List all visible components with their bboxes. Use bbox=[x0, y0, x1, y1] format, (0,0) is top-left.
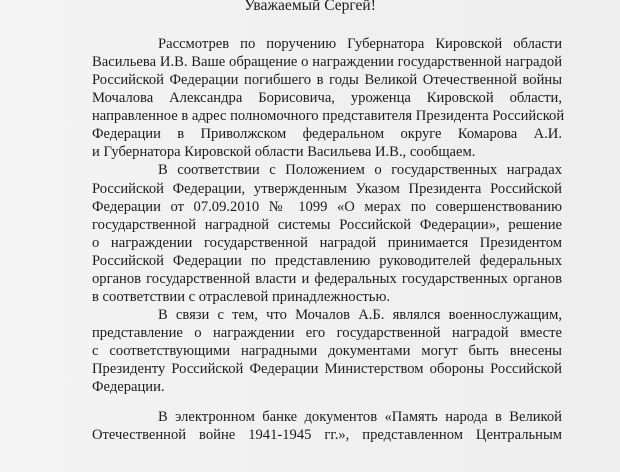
text-line: Федерации. bbox=[92, 379, 165, 395]
text-line: Мочалова Александра Борисовича, уроженца Кировской области, bbox=[92, 90, 562, 106]
text-line: представление о награждении его государственной наградой вместе bbox=[92, 325, 562, 341]
salutation: Уважаемый Сергей! bbox=[244, 0, 376, 14]
text-line: В электронном банке документов «Память народа в Великой bbox=[158, 409, 562, 425]
text-line: направленное в адрес полномочного представителя Президента Российской bbox=[92, 108, 565, 124]
text-line: Васильева И.В. Ваше обращение о награждении государственной наградой bbox=[92, 54, 562, 70]
text-line: В соответствии с Положением о государственных наградах bbox=[158, 162, 562, 178]
text-line: Российской Федерации погибшего в годы Великой Отечественной войны bbox=[92, 72, 562, 88]
text-line: Рассмотрев по поручению Губернатора Кировской области bbox=[158, 36, 562, 52]
text-line: органов государственной власти и федеральных государственных органов bbox=[92, 271, 562, 287]
text-line: Федерации в Приволжском федеральном округе Комарова А.И. bbox=[92, 126, 562, 142]
text-line: и Губернатора Кировской области Васильева И.В., сообщаем. bbox=[92, 144, 476, 160]
text-line: в соответствии с отраслевой принадлежностью. bbox=[92, 289, 390, 305]
text-line: Федерации от 07.09.2010 № 1099 «О мерах по совершенствованию bbox=[92, 199, 562, 215]
text-line: Отечественной войне 1941-1945 гг.», представленном Центральным bbox=[92, 427, 562, 443]
text-line: В связи с тем, что Мочалов А.Б. являлся военнослужащим, bbox=[158, 307, 562, 323]
text-line: Президенту Российской Федерации Министерством обороны Российской bbox=[92, 361, 562, 377]
text-line: Российской Федерации по представлению руководителей федеральных bbox=[92, 253, 562, 269]
text-line: с соответствующими наградными документами могут быть внесены bbox=[92, 343, 562, 359]
text-line: Российской Федерации, утвержденным Указом Президента Российской bbox=[92, 181, 562, 197]
text-line: государственной наградной системы Российской Федерации», решение bbox=[92, 217, 562, 233]
text-line: о награждении государственной наградой принимается Президентом bbox=[92, 235, 562, 251]
